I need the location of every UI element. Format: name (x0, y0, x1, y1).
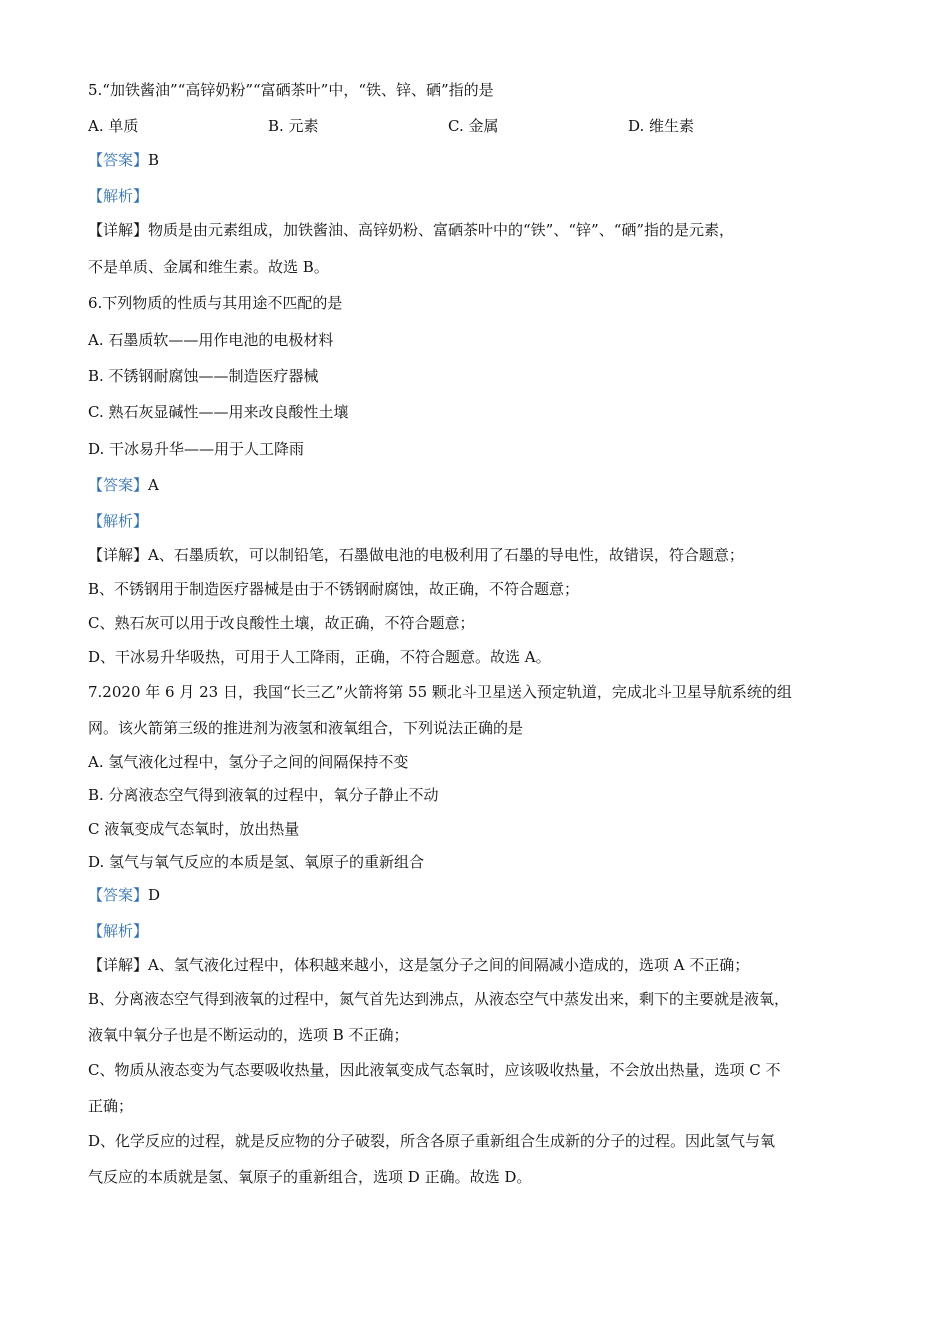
q7-detail-line: B、分离液态空气得到液氧的过程中，氮气首先达到沸点，从液态空气中蒸发出来，剩下的主要就是液氧， (88, 990, 790, 1008)
q7-detail-line: C、物质从液态变为气态要吸收热量，因此液氧变成气态氧时，应该吸收热量，不会放出热量，选项 C 不 (88, 1061, 781, 1079)
answer-value: A (148, 476, 159, 494)
q7-analysis-tag: 【解析】 (88, 922, 149, 940)
detail-text: A、氢气液化过程中，体积越来越小，这是氢分子之间的间隔减小造成的，选项 A 不正确； (148, 956, 750, 974)
q7-detail-line: D、化学反应的过程，就是反应物的分子破裂，所含各原子重新组合生成新的分子的过程。因此氢气与氧 (88, 1132, 776, 1150)
q7-option-a: A. 氢气液化过程中，氢分子之间的间隔保持不变 (88, 753, 409, 771)
detail-tag: 【详解】 (88, 221, 149, 239)
detail-text: A、石墨质软，可以制铅笔，石墨做电池的电极利用了石墨的导电性，故错误，符合题意； (148, 546, 744, 564)
q7-option-d: D. 氢气与氧气反应的本质是氢、氧原子的重新组合 (88, 853, 425, 871)
q6-stem: 6.下列物质的性质与其用途不匹配的是 (88, 294, 343, 312)
q6-detail-line (88, 543, 744, 567)
q5-option-c: C. 金属 (448, 117, 499, 135)
q7-detail-line: 液氧中氧分子也是不断运动的，选项 B 不正确； (88, 1026, 409, 1044)
q7-option-c: C 液氧变成气态氧时，放出热量 (88, 820, 300, 838)
q5-answer (88, 148, 159, 172)
q7-detail-line: 气反应的本质就是氢、氧原子的重新组合，选项 D 正确。故选 D。 (88, 1168, 532, 1186)
q6-option-a: A. 石墨质软——用作电池的电极材料 (88, 331, 334, 349)
q5-stem: 5.“加铁酱油”“高锌奶粉”“富硒茶叶”中，“铁、锌、硒”指的是 (88, 81, 494, 99)
q6-analysis-tag: 【解析】 (88, 512, 149, 530)
q7-option-b: B. 分离液态空气得到液氧的过程中，氧分子静止不动 (88, 786, 439, 804)
answer-tag: 【答案】 (88, 151, 149, 169)
q7-stem: 网。该火箭第三级的推进剂为液氢和液氧组合，下列说法正确的是 (88, 719, 524, 737)
q5-option-d: D. 维生素 (628, 117, 695, 135)
q5-detail-line: 不是单质、金属和维生素。故选 B。 (88, 258, 329, 276)
q6-option-b: B. 不锈钢耐腐蚀——制造医疗器械 (88, 367, 319, 385)
q5-options (88, 114, 808, 138)
q6-option-d: D. 干冰易升华——用于人工降雨 (88, 440, 305, 458)
q7-detail-line: 正确； (88, 1097, 134, 1115)
q5-analysis-tag: 【解析】 (88, 187, 149, 205)
q6-detail-line: D、干冰易升华吸热，可用于人工降雨，正确，不符合题意。故选 A。 (88, 648, 551, 666)
detail-tag: 【详解】 (88, 956, 149, 974)
q7-stem: 7.2020 年 6 月 23 日，我国“长三乙”火箭将第 55 颗北斗卫星送入预定轨道，完成北斗卫星导航系统的组 (88, 683, 792, 701)
q6-answer (88, 473, 159, 497)
answer-tag: 【答案】 (88, 476, 149, 494)
q7-detail-line (88, 953, 749, 977)
detail-text: 物质是由元素组成，加铁酱油、高锌奶粉、富硒茶叶中的“铁”、“锌”、“硒”指的是元素， (148, 221, 735, 239)
answer-value: B (148, 151, 160, 169)
q5-detail-line (88, 218, 734, 242)
q6-option-c: C. 熟石灰显碱性——用来改良酸性土壤 (88, 403, 349, 421)
q6-detail-line: C、熟石灰可以用于改良酸性土壤，故正确，不符合题意； (88, 614, 475, 632)
answer-tag: 【答案】 (88, 886, 149, 904)
answer-value: D (148, 886, 161, 904)
q5-option-a: A. 单质 (88, 117, 139, 135)
q6-detail-line: B、不锈钢用于制造医疗器械是由于不锈钢耐腐蚀，故正确，不符合题意； (88, 580, 580, 598)
q7-answer (88, 883, 160, 907)
q5-option-b: B. 元素 (268, 117, 319, 135)
detail-tag: 【详解】 (88, 546, 149, 564)
